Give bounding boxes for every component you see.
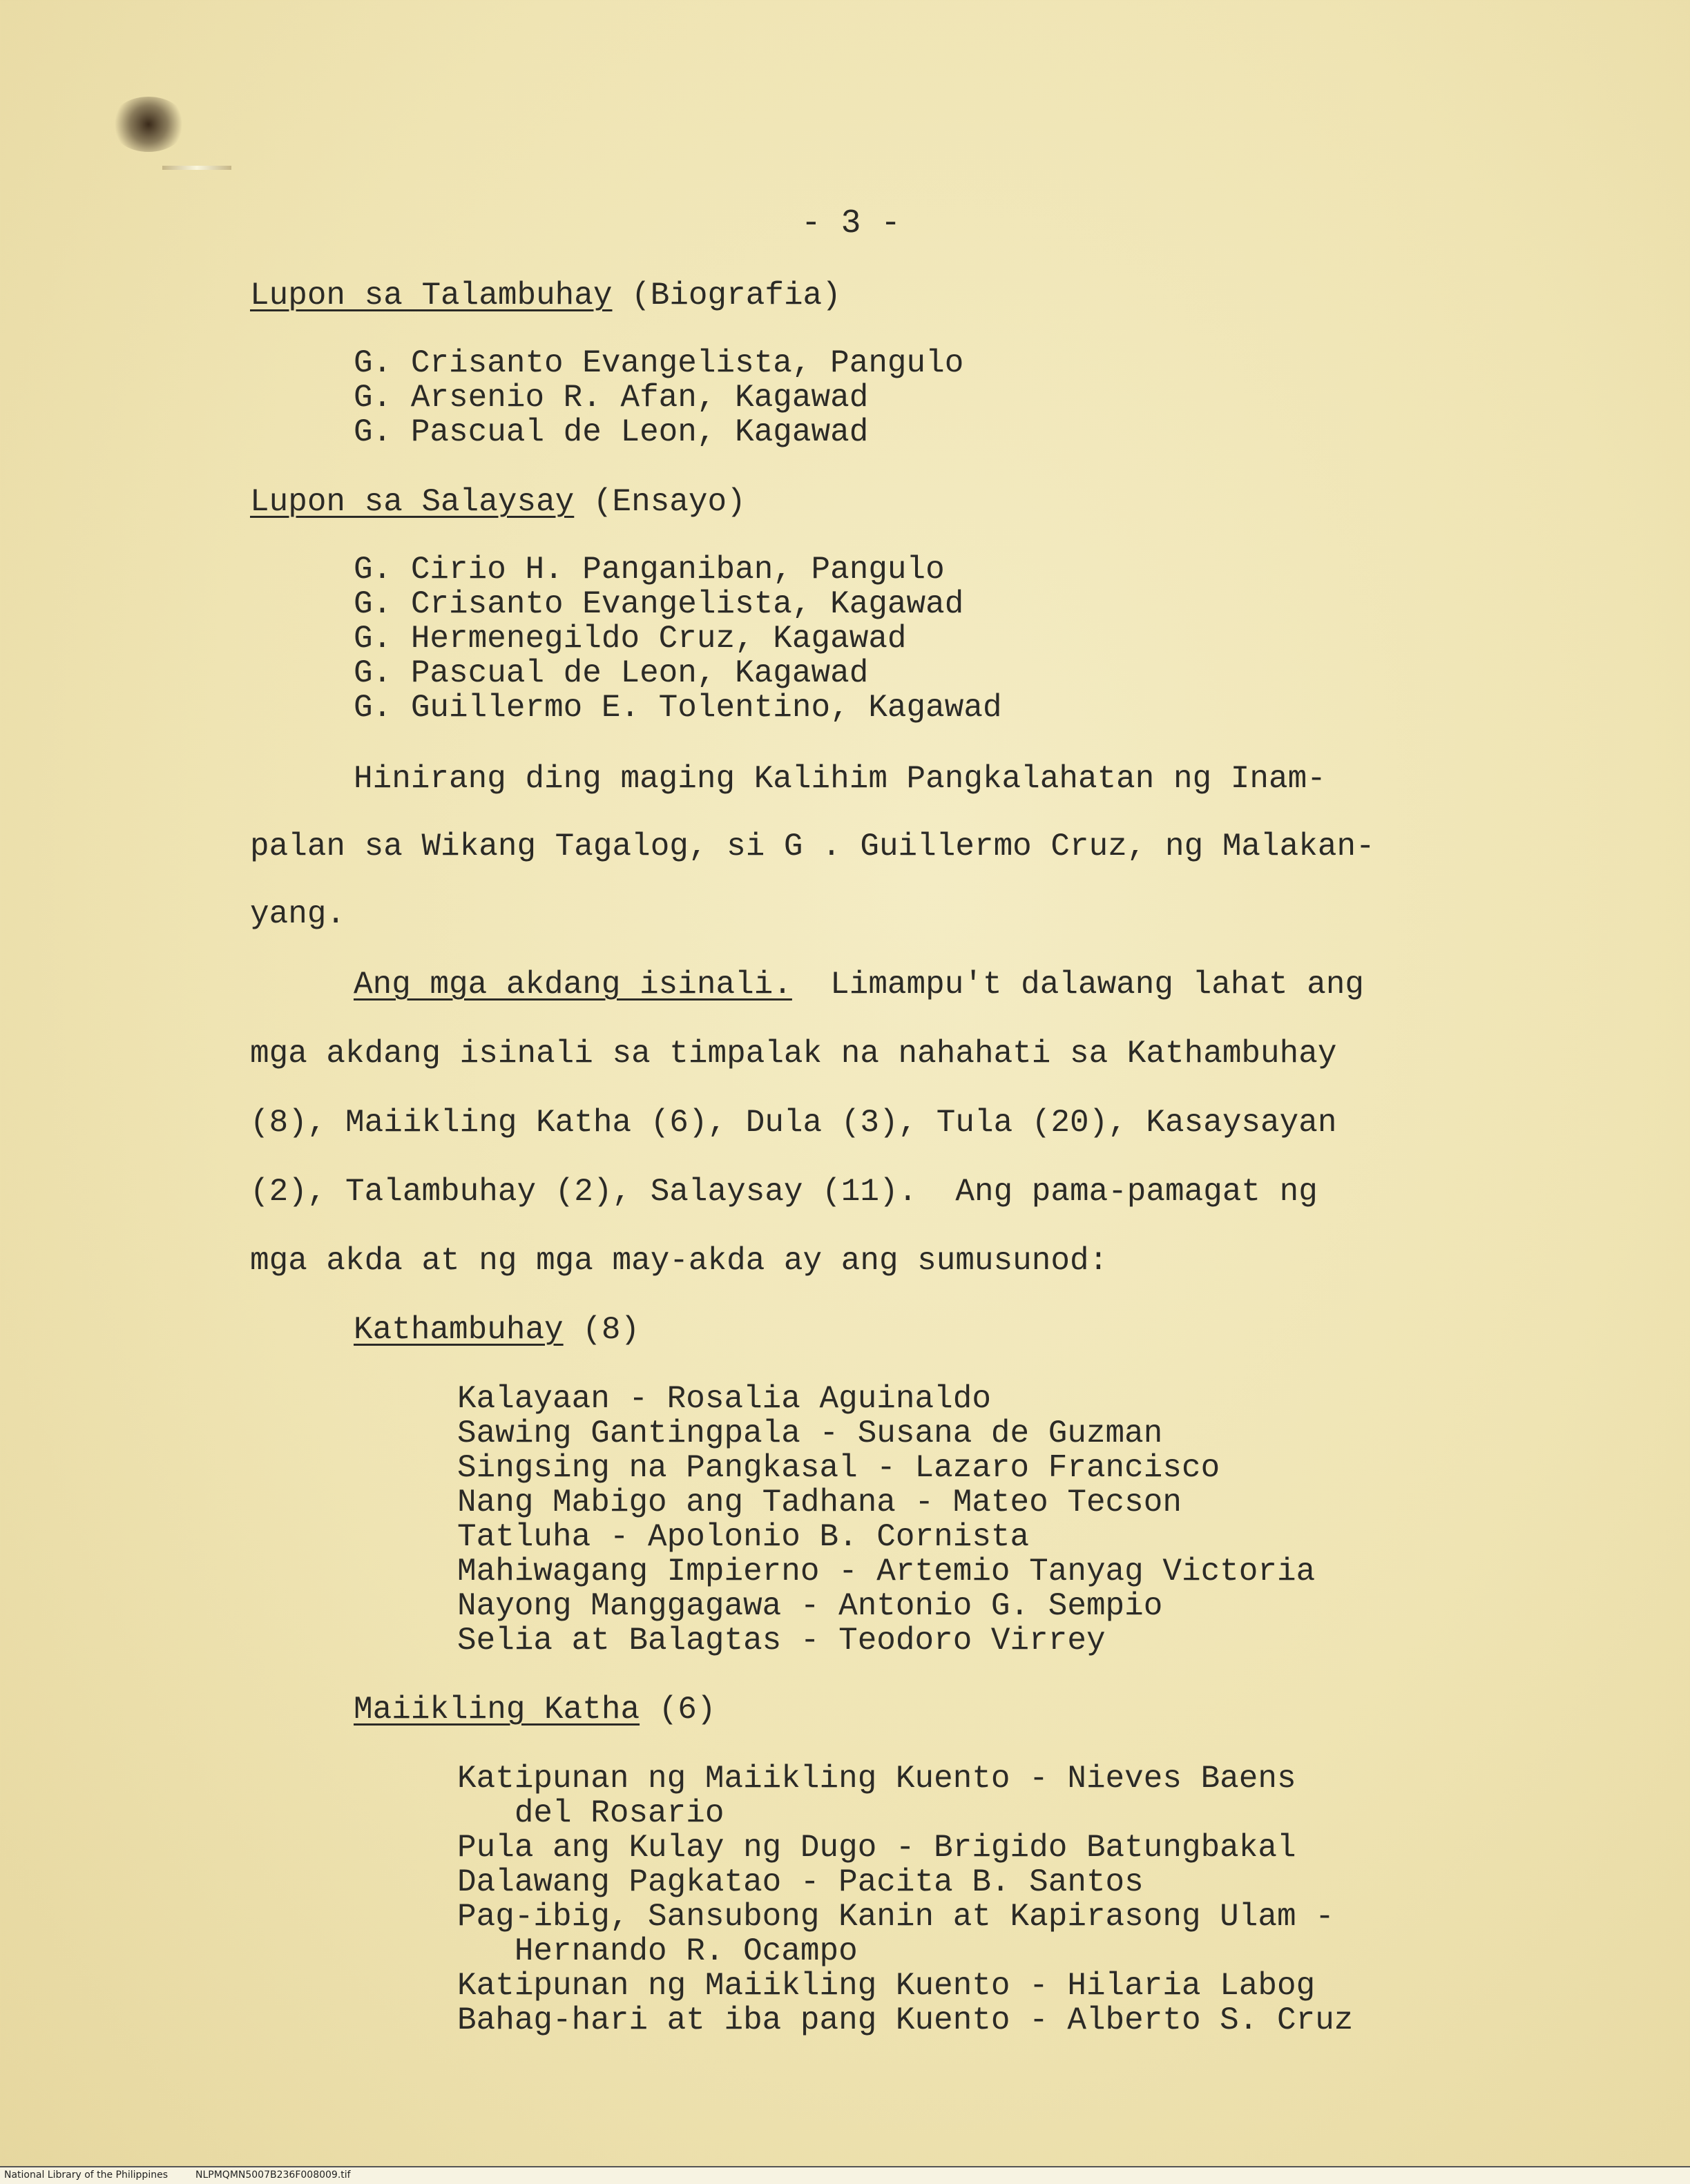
list-item: Selia at Balagtas - Teodoro Virrey (457, 1623, 1106, 1659)
heading-salaysay: Lupon sa Salaysay (Ensayo) (250, 484, 746, 520)
list-item: Singsing na Pangkasal - Lazaro Francisco (457, 1450, 1220, 1486)
list-item: Katipunan ng Maiikling Kuento - Nieves Baens (457, 1761, 1296, 1797)
page-number: - 3 - (801, 205, 901, 242)
member-line: G. Crisanto Evangelista, Kagawad (354, 586, 964, 622)
list-item: Dalawang Pagkatao - Pacita B. Santos (457, 1864, 1144, 1900)
member-line: G. Crisanto Evangelista, Pangulo (354, 345, 964, 381)
list-item: Mahiwagang Impierno - Artemio Tanyag Victoria (457, 1554, 1316, 1589)
paragraph-line: (8), Maiikling Katha (6), Dula (3), Tula (20), Kasaysayan (250, 1105, 1337, 1141)
list-item: del Rosario (457, 1795, 724, 1831)
heading-talambuhay: Lupon sa Talambuhay (Biografia) (250, 278, 841, 313)
library-name: National Library of the Philippines (4, 2169, 168, 2181)
scan-footer (0, 2166, 1690, 2184)
paragraph-line: palan sa Wikang Tagalog, si G . Guillermo Cruz, ng Malakan- (250, 829, 1375, 864)
staple-mark (162, 166, 231, 170)
paragraph-line: yang. (250, 896, 346, 932)
member-line: G. Arsenio R. Afan, Kagawad (354, 380, 869, 416)
member-line: G. Pascual de Leon, Kagawad (354, 655, 869, 691)
list-item: Nang Mabigo ang Tadhana - Mateo Tecson (457, 1485, 1182, 1520)
member-line: G. Pascual de Leon, Kagawad (354, 414, 869, 450)
member-line: G. Hermenegildo Cruz, Kagawad (354, 621, 907, 657)
list-item: Hernando R. Ocampo (457, 1933, 858, 1969)
paragraph-line: mga akda at ng mga may-akda ay ang sumusunod: (250, 1243, 1108, 1279)
list-item: Sawing Gantingpala - Susana de Guzman (457, 1415, 1163, 1451)
file-id: NLPMQMN5007B236F008009.tif (195, 2169, 351, 2181)
member-line: G. Guillermo E. Tolentino, Kagawad (354, 690, 1002, 726)
list-item: Tatluha - Apolonio B. Cornista (457, 1519, 1030, 1555)
list-item: Nayong Manggagawa - Antonio G. Sempio (457, 1588, 1163, 1624)
heading-maiikling-katha: Maiikling Katha (6) (354, 1692, 716, 1728)
paragraph-line: mga akdang isinali sa timpalak na nahahati sa Kathambuhay (250, 1036, 1337, 1072)
list-item: Kalayaan - Rosalia Aguinaldo (457, 1381, 991, 1417)
paragraph-line: (2), Talambuhay (2), Salaysay (11). Ang pama-pamagat ng (250, 1174, 1318, 1210)
member-line: G. Cirio H. Panganiban, Pangulo (354, 552, 945, 588)
heading-kathambuhay: Kathambuhay (8) (354, 1312, 640, 1348)
list-item: Bahag-hari at iba pang Kuento - Alberto S. Cruz (457, 2002, 1354, 2038)
paragraph-line: Ang mga akdang isinali. Limampu't dalawang lahat ang (354, 967, 1365, 1003)
paragraph-line: Hinirang ding maging Kalihim Pangkalahatan ng Inam- (354, 761, 1326, 797)
list-item: Pula ang Kulay ng Dugo - Brigido Batungbakal (457, 1830, 1296, 1866)
list-item: Pag-ibig, Sansubong Kanin at Kapirasong Ulam - (457, 1899, 1334, 1935)
list-item: Katipunan ng Maiikling Kuento - Hilaria Labog (457, 1968, 1316, 2004)
ink-stain (111, 97, 186, 152)
